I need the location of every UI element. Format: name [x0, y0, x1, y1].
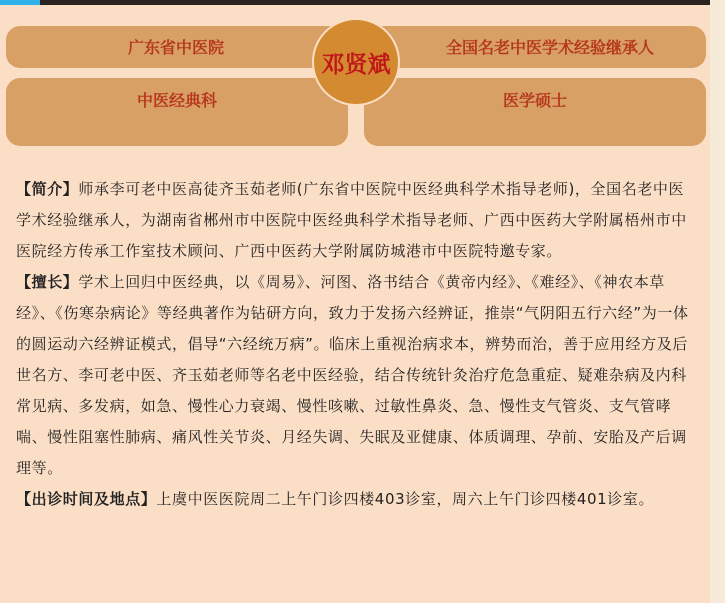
right-page-rail: [710, 0, 725, 603]
expertise-label: 【擅长】: [16, 273, 79, 291]
doctor-name-badge: [312, 18, 400, 106]
schedule-label: 【出诊时间及地点】: [16, 490, 157, 508]
tag-department: [6, 78, 348, 146]
tag-degree-label: 医学硕士: [502, 91, 567, 110]
tag-degree: [364, 78, 706, 146]
tag-department-label: 中医经典科: [136, 91, 217, 110]
tag-inheritor: [364, 26, 706, 68]
tag-inheritor-label: 全国名老中医学术经验继承人: [445, 37, 654, 57]
tag-hospital-label: 广东省中医院: [127, 37, 224, 57]
schedule-text: 上虞中医医院周二上午门诊四楼403诊室，周六上午门诊四楼401诊室。: [156, 490, 655, 508]
doctor-name: 邓贤斌: [321, 51, 391, 78]
expertise-text: 学术上回归中医经典，以《周易》、河图、洛书结合《黄帝内经》、《难经》、《神农本草经》、《伤寒杂病论》等经典著作为钻研方向，致力于发扬六经辨证，推崇“气阴阳五行六经”为一体的圆运动六经辨证模式，倡导“六经统万病”。临床上重视治病求本，辨势而治，善于应用经方及后世名方、李可老中医、齐玉茹老师等名老中医经验，结合传统针灸治疗危急重症、疑难杂病及内科常见病、多发病，如急、慢性心力衰竭、慢性咳嗽、过敏性鼻炎、急、慢性支气管炎、支气管哮喘、慢性阻塞性肺病、痛风性关节炎、月经失调、失眠及亚健康、体质调理、孕前、安胎及产后调理等。: [16, 273, 689, 477]
expertise-paragraph: [16, 267, 698, 484]
intro-text: 师承李可老中医高徒齐玉茹老师(广东省中医院中医经典科学术指导老师)，全国名老中医学术经验继承人，为湖南省郴州市中医院中医经典科学术指导老师、广西中医药大学附属梧州市中医院经方传承工作室技术顾问、广西中医药大学附属防城港市中医院特邀专家。: [16, 180, 687, 260]
intro-paragraph: [16, 174, 698, 267]
schedule-paragraph: [16, 484, 698, 515]
top-banner-strip: [0, 0, 710, 5]
profile-content: [16, 174, 698, 515]
tag-hospital: [6, 26, 346, 68]
intro-label: 【简介】: [16, 180, 79, 198]
top-banner-accent: [0, 0, 40, 5]
